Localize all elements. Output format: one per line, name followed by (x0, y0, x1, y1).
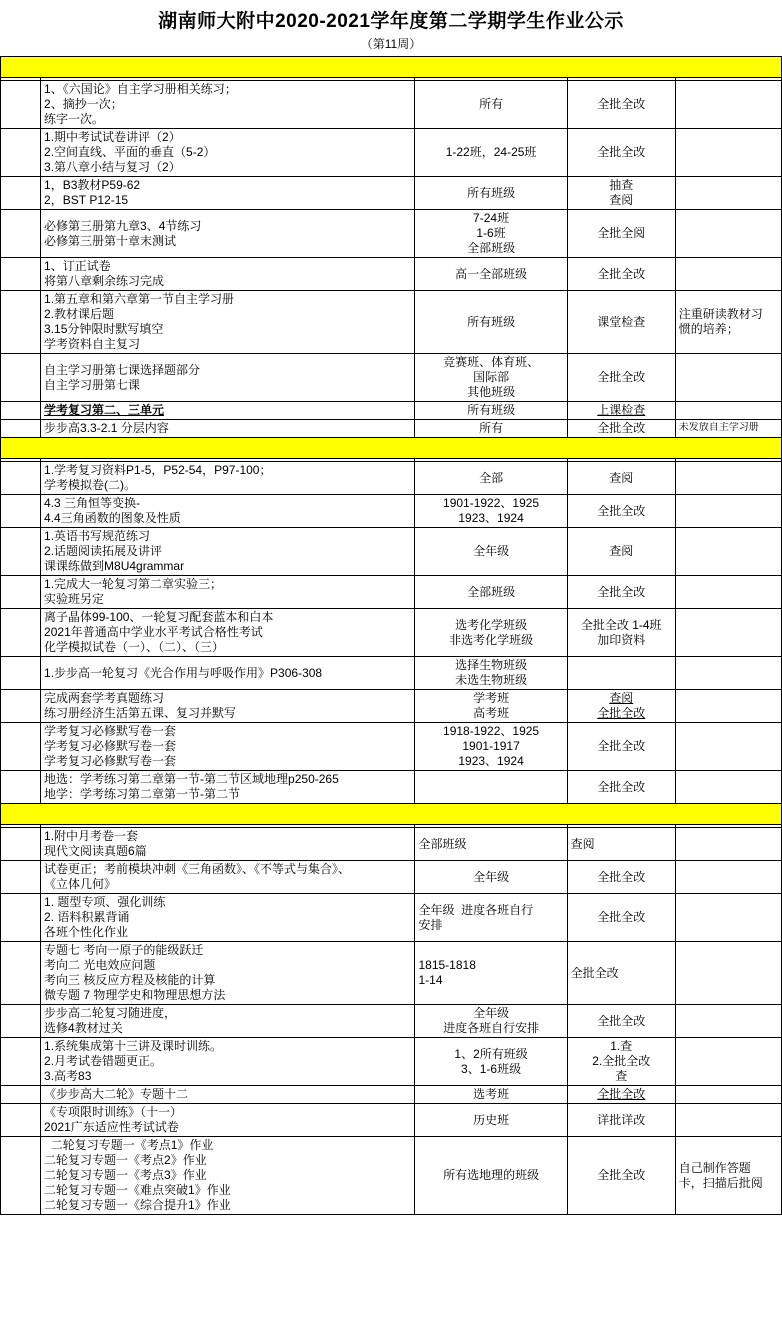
note-cell (675, 495, 781, 528)
grade-band-g2 (1, 438, 782, 459)
classes-cell: 1、2所有班级 3、1-6班级 (415, 1038, 567, 1086)
subject-cell (1, 771, 41, 804)
marking-cell: 全批全改 (567, 129, 675, 177)
subject-cell (1, 1038, 41, 1086)
note-cell: 自己制作答题 卡，扫描后批阅 (675, 1137, 781, 1215)
subject-cell (1, 657, 41, 690)
content-cell: 1.完成大一轮复习第二章实验三； 实验班另定 (41, 576, 415, 609)
table-row (1, 462, 782, 495)
table-row (1, 420, 782, 438)
table-row (1, 771, 782, 804)
classes-cell: 历史班 (415, 1104, 567, 1137)
subject-cell (1, 1086, 41, 1104)
note-cell (675, 177, 781, 210)
note-cell (675, 609, 781, 657)
note-cell (675, 1086, 781, 1104)
classes-cell: 选考化学班级 非选考化学班级 (415, 609, 567, 657)
subject-cell (1, 129, 41, 177)
content-cell: 1.附中月考卷一套 现代文阅读真题6篇 (41, 828, 415, 861)
note-cell (675, 828, 781, 861)
classes-cell: 所有班级 (415, 402, 567, 420)
table-row (1, 609, 782, 657)
content-cell: 步步高3.3-2.1 分层内容 (41, 420, 415, 438)
marking-cell (567, 657, 675, 690)
page-title: 湖南师大附中2020-2021学年度第二学期学生作业公示 (158, 11, 624, 32)
grade-band-label (1, 57, 782, 78)
note-cell (675, 861, 781, 894)
marking-cell: 全批全改 (567, 1086, 675, 1104)
content-cell: 《专项限时训练》（十一） 2021广东适应性考试试卷 (41, 1104, 415, 1137)
marking-cell: 查阅 (567, 828, 675, 861)
table-row (1, 177, 782, 210)
content-cell: 1、订正试卷 将第八章剩余练习完成 (41, 258, 415, 291)
classes-cell: 全年级 (415, 861, 567, 894)
marking-cell: 抽查 查阅 (567, 177, 675, 210)
subject-cell (1, 690, 41, 723)
table-row (1, 291, 782, 354)
marking-cell: 全批全改 (567, 81, 675, 129)
classes-cell: 选考班 (415, 1086, 567, 1104)
table-row (1, 942, 782, 1005)
content-cell: 1.第五章和第六章第一节自主学习册 2.教材课后题 3.15分钟限时默写填空 学考资料自主复习 (41, 291, 415, 354)
classes-cell (415, 771, 567, 804)
note-cell: 未发放自主学习册 (675, 420, 781, 438)
classes-cell: 全年级 进度各班自行安排 (415, 1005, 567, 1038)
table-row (1, 402, 782, 420)
content-cell: 1. 题型专项、强化训练 2. 语料积累背诵 各班个性化作业 (41, 894, 415, 942)
subject-cell (1, 528, 41, 576)
table-row (1, 495, 782, 528)
subject-cell (1, 402, 41, 420)
table-row (1, 81, 782, 129)
table-row (1, 723, 782, 771)
classes-cell: 全年级 (415, 528, 567, 576)
content-cell: 试卷更正；考前模块冲刺《三角函数》、《不等式与集合》、 《立体几何》 (41, 861, 415, 894)
grade-band-g3 (1, 804, 782, 825)
marking-cell: 查阅 (567, 528, 675, 576)
classes-cell: 1901-1922、1925 1923、1924 (415, 495, 567, 528)
marking-cell: 全批全改 (567, 258, 675, 291)
marking-cell: 全批全改 (567, 1137, 675, 1215)
note-cell: 注重研读教材习 惯的培养； (675, 291, 781, 354)
table-row (1, 828, 782, 861)
table-row (1, 354, 782, 402)
content-cell: 完成两套学考真题练习 练习册经济生活第五课、复习并默写 (41, 690, 415, 723)
subject-cell (1, 1005, 41, 1038)
subject-cell (1, 462, 41, 495)
classes-cell: 所有 (415, 420, 567, 438)
classes-cell: 全部 (415, 462, 567, 495)
marking-cell: 全批全改 (567, 861, 675, 894)
marking-cell: 1.查 2.全批全改 查 (567, 1038, 675, 1086)
note-cell (675, 129, 781, 177)
note-cell (675, 771, 781, 804)
table-row (1, 576, 782, 609)
note-cell (675, 657, 781, 690)
subject-cell (1, 291, 41, 354)
classes-cell: 全部班级 (415, 576, 567, 609)
content-cell: 1.系统集成第十三讲及课时训练。 2.月考试卷错题更正。 3.高考83 (41, 1038, 415, 1086)
table-row (1, 690, 782, 723)
marking-cell: 全批全改 (567, 495, 675, 528)
content-cell: 《步步高大二轮》专题十二 (41, 1086, 415, 1104)
classes-cell: 全部班级 (415, 828, 567, 861)
marking-cell: 全批全改 1-4班 加印资料 (567, 609, 675, 657)
table-row (1, 1137, 782, 1215)
classes-cell: 所有班级 (415, 177, 567, 210)
subject-cell (1, 1104, 41, 1137)
note-cell (675, 894, 781, 942)
table-row (1, 861, 782, 894)
marking-cell: 查阅 (567, 462, 675, 495)
classes-cell: 7-24班 1-6班 全部班级 (415, 210, 567, 258)
table-row (1, 1038, 782, 1086)
classes-cell: 选择生物班级 未选生物班级 (415, 657, 567, 690)
marking-cell: 全批全改 (567, 771, 675, 804)
marking-cell: 全批全改 (567, 894, 675, 942)
content-cell: 1.期中考试试卷讲评（2） 2.空间直线、平面的垂直（5-2） 3.第八章小结与复习（2） (41, 129, 415, 177)
page-subtitle: （第11周） (360, 37, 422, 51)
classes-cell: 高一全部班级 (415, 258, 567, 291)
marking-cell: 课堂检查 (567, 291, 675, 354)
table-row (1, 258, 782, 291)
subject-cell (1, 609, 41, 657)
content-cell: 离子晶体99-100、一轮复习配套蓝本和白本 2021年普通高中学业水平考试合格性考试 化学模拟试卷（一）、（二）、（三） (41, 609, 415, 657)
note-cell (675, 576, 781, 609)
marking-cell: 上课检查 (567, 402, 675, 420)
subject-cell (1, 861, 41, 894)
subject-cell (1, 495, 41, 528)
note-cell (675, 258, 781, 291)
table-row (1, 894, 782, 942)
subject-cell (1, 894, 41, 942)
marking-cell: 全批全改 (567, 354, 675, 402)
content-cell: 专题七 考向一原子的能级跃迁 考向二 光电效应问题 考向三 核反应方程及核能的计算 微专题 7 物理学史和物理思想方法 (41, 942, 415, 1005)
grade-band-label (1, 804, 782, 825)
classes-cell: 所有 (415, 81, 567, 129)
classes-cell: 全年级 进度各班自行 安排 (415, 894, 567, 942)
note-cell (675, 690, 781, 723)
marking-cell: 全批全改 (567, 576, 675, 609)
marking-cell: 全批全改 (567, 1005, 675, 1038)
note-cell (675, 1005, 781, 1038)
subject-cell (1, 354, 41, 402)
note-cell (675, 1104, 781, 1137)
content-cell: 1，B3教材P59-62 2，BST P12-15 (41, 177, 415, 210)
subject-cell (1, 420, 41, 438)
classes-cell: 1815-1818 1-14 (415, 942, 567, 1005)
classes-cell: 1-22班，24-25班 (415, 129, 567, 177)
subject-cell (1, 576, 41, 609)
subject-cell (1, 828, 41, 861)
note-cell (675, 354, 781, 402)
content-cell: 必修第三册第九章3、4节练习 必修第三册第十章末测试 (41, 210, 415, 258)
table-row (1, 1104, 782, 1137)
subject-cell (1, 723, 41, 771)
marking-cell: 全批全改 (567, 942, 675, 1005)
classes-cell: 1918-1922、1925 1901-1917 1923、1924 (415, 723, 567, 771)
table-row (1, 1086, 782, 1104)
table-row (1, 657, 782, 690)
subject-cell (1, 1137, 41, 1215)
marking-cell: 查阅 全批全改 (567, 690, 675, 723)
table-row (1, 1005, 782, 1038)
subject-cell (1, 942, 41, 1005)
content-cell: 地选：学考练习第二章第一节-第二节区域地理p250-265 地学：学考练习第二章第一节-第二节 (41, 771, 415, 804)
marking-cell: 详批详改 (567, 1104, 675, 1137)
note-cell (675, 210, 781, 258)
note-cell (675, 1038, 781, 1086)
homework-table (0, 56, 782, 1215)
note-cell (675, 723, 781, 771)
marking-cell: 全批全改 (567, 723, 675, 771)
grade-band-g1 (1, 57, 782, 78)
subject-cell (1, 81, 41, 129)
content-cell: 1.学考复习资料P1-5，P52-54，P97-100； 学考模拟卷(二)。 (41, 462, 415, 495)
table-row (1, 210, 782, 258)
note-cell (675, 462, 781, 495)
content-cell: 1.英语书写规范练习 2.话题阅读拓展及讲评 课课练做到M8U4grammar (41, 528, 415, 576)
note-cell (675, 942, 781, 1005)
subject-cell (1, 177, 41, 210)
table-row (1, 129, 782, 177)
classes-cell: 所有班级 (415, 291, 567, 354)
content-cell: 学考复习第二、三单元 (41, 402, 415, 420)
table-row (1, 528, 782, 576)
classes-cell: 竞赛班、体育班、 国际部 其他班级 (415, 354, 567, 402)
content-cell: 4.3 三角恒等变换- 4.4三角函数的图象及性质 (41, 495, 415, 528)
content-cell: 步步高二轮复习随进度， 选修4教材过关 (41, 1005, 415, 1038)
note-cell (675, 81, 781, 129)
subject-cell (1, 210, 41, 258)
marking-cell: 全批全改 (567, 420, 675, 438)
classes-cell: 所有选地理的班级 (415, 1137, 567, 1215)
grade-band-label (1, 438, 782, 459)
content-cell: 1.步步高一轮复习《光合作用与呼吸作用》P306-308 (41, 657, 415, 690)
content-cell: 学考复习必修默写卷一套 学考复习必修默写卷一套 学考复习必修默写卷一套 (41, 723, 415, 771)
content-cell: 1、《六国论》自主学习册相关练习； 2、摘抄一次； 练字一次。 (41, 81, 415, 129)
classes-cell: 学考班 高考班 (415, 690, 567, 723)
marking-cell: 全批全阅 (567, 210, 675, 258)
content-cell: 自主学习册第七课选择题部分 自主学习册第七课 (41, 354, 415, 402)
note-cell (675, 528, 781, 576)
subject-cell (1, 258, 41, 291)
note-cell (675, 402, 781, 420)
content-cell: 二轮复习专题一《考点1》作业 二轮复习专题一《考点2》作业 二轮复习专题一《考点3》作业 二轮复习专题一《难点突破1》作业 二轮复习专题一《综合提升1》作业 (41, 1137, 415, 1215)
